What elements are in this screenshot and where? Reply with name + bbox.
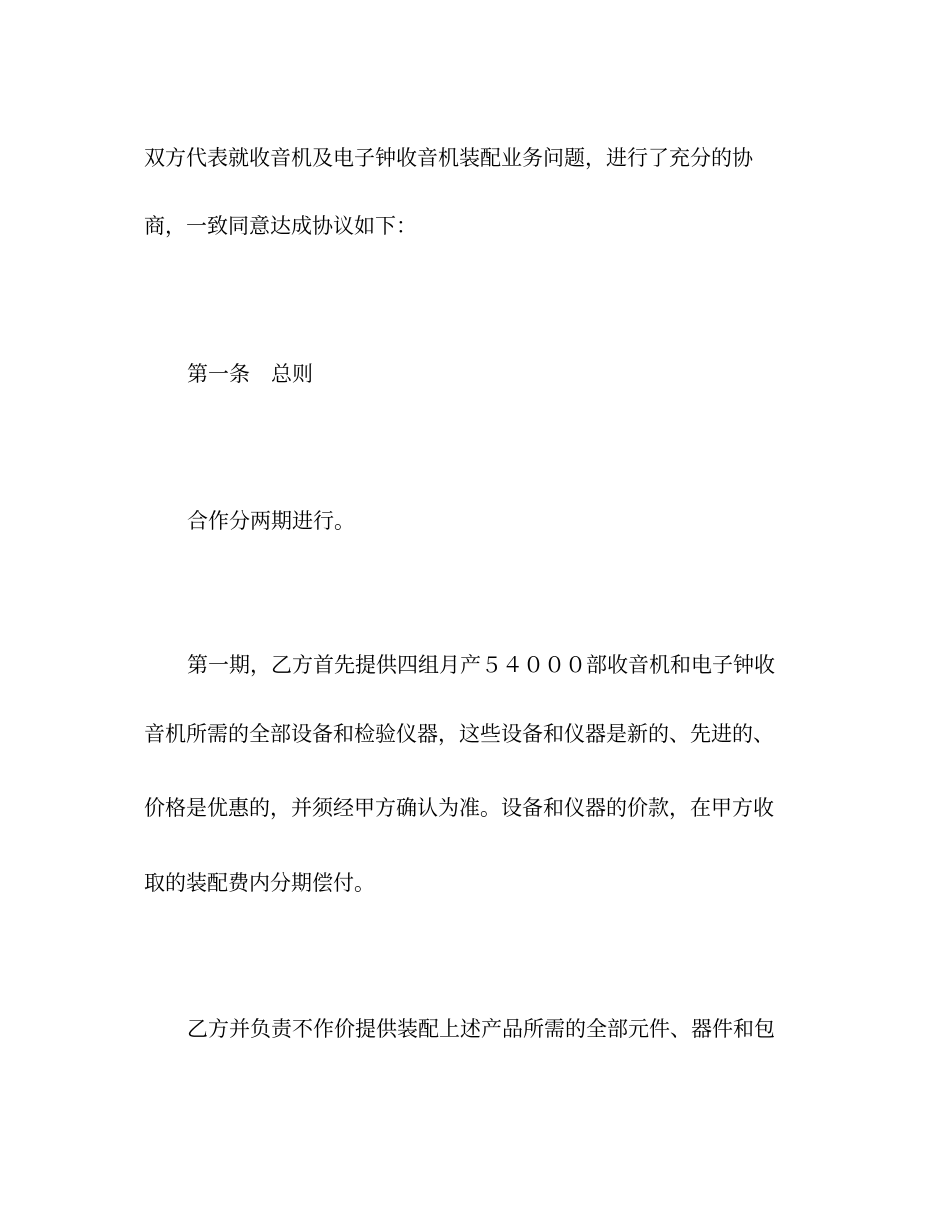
paragraph-line-5: 音机所需的全部设备和检验仪器，这些设备和仪器是新的、先进的、 (144, 722, 774, 746)
paragraph-line-4: 第一期，乙方首先提供四组月产５４０００部收音机和电子钟收 (187, 653, 775, 677)
paragraph-line-8: 乙方并负责不作价提供装配上述产品所需的全部元件、器件和包 (187, 1017, 775, 1041)
paragraph-line-1: 双方代表就收音机及电子钟收音机装配业务问题，进行了充分的协 (144, 146, 753, 170)
paragraph-line-6: 价格是优惠的，并须经甲方确认为准。设备和仪器的价款，在甲方收 (144, 796, 774, 820)
paragraph-line-2: 商，一致同意达成协议如下： (144, 214, 417, 238)
paragraph-line-3: 合作分两期进行。 (187, 509, 355, 533)
paragraph-line-7: 取的装配费内分期偿付。 (144, 871, 375, 895)
article-heading: 第一条 总则 (187, 362, 313, 386)
